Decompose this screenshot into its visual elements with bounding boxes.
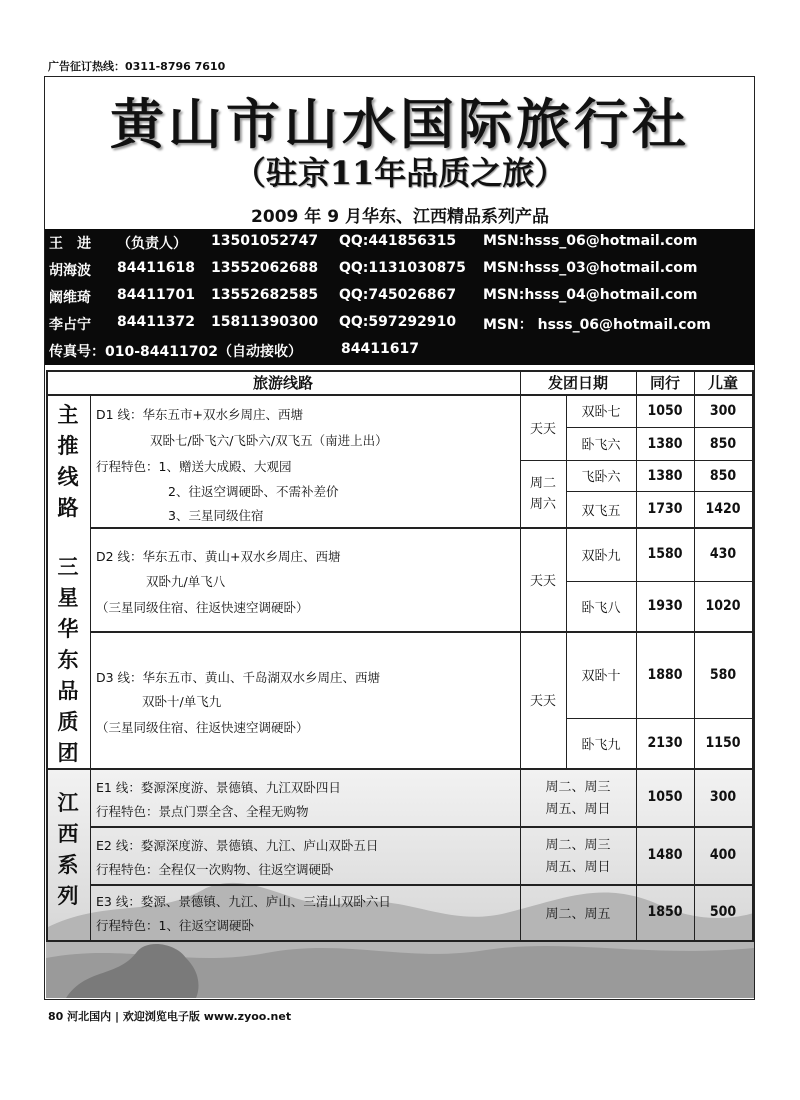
- fax-row: [45, 337, 755, 364]
- route-e2-line: 行程特色：全程仅一次购物、往返空调硬卧: [96, 862, 334, 877]
- fare-peer: 1850: [647, 904, 683, 920]
- contact-phone: 84411701: [117, 287, 195, 303]
- fare-peer: 1480: [647, 847, 683, 863]
- fare-peer: 1050: [647, 402, 683, 419]
- route-e1-line: E1 线：婺源深度游、景德镇、九江双卧四日: [96, 780, 341, 795]
- route-d2-line: 双卧九/单飞八: [146, 574, 226, 589]
- route-d1-line: D1 线：华东五市+双水乡周庄、西塘: [96, 407, 304, 422]
- contact-msn: MSN:hsss_03@hotmail.com: [483, 260, 698, 276]
- fare-child: 500: [709, 904, 737, 920]
- route-d1-date: 天天: [529, 421, 556, 437]
- header-dates: 发团日期: [547, 373, 608, 392]
- group-label-jiangxi: 江 西 系 列: [57, 791, 79, 908]
- fare-child: 400: [709, 847, 737, 863]
- fare-type: 卧飞八: [581, 600, 621, 616]
- route-e3-line: E3 线：婺源、景德镇、九江、庐山、三清山双卧六日: [96, 894, 391, 909]
- website-link[interactable]: 欢迎浏览电子版 www.zyoo.net: [122, 1010, 292, 1023]
- contact-phone: 84411618: [117, 260, 195, 276]
- route-e3-date: 周二、周五: [545, 906, 611, 922]
- fare-type: 卧飞六: [581, 438, 621, 453]
- contact-msn: MSN:hsss_04@hotmail.com: [483, 287, 698, 303]
- contact-qq: QQ:441856315: [339, 233, 457, 249]
- group-label-sanxing: 三 星 华 东 品 质 团: [57, 555, 79, 765]
- route-d1-line: 双卧七/卧飞六/飞卧六/双飞五（南进上出）: [150, 433, 388, 448]
- contact-row: [45, 310, 755, 337]
- fare-type: 双卧九: [581, 548, 621, 564]
- fare-child: 850: [709, 467, 737, 484]
- fare-type: 双卧十: [581, 669, 621, 684]
- route-d2-line: D2 线：华东五市、黄山+双水乡周庄、西塘: [96, 549, 341, 564]
- fare-peer: 1580: [647, 546, 683, 562]
- route-e1-date: 周二、周三: [545, 779, 611, 795]
- contact-qq: QQ:1131030875: [339, 260, 466, 276]
- publication-name: 河北国内: [67, 1010, 112, 1023]
- fare-type: 卧飞九: [581, 737, 621, 753]
- route-d3-date: 天天: [529, 694, 556, 709]
- contact-mobile: 13552062688: [211, 260, 319, 276]
- fare-child: 430: [709, 546, 737, 562]
- group-label-main: 主 推 线 路: [57, 403, 79, 520]
- fare-child: 1020: [705, 598, 741, 614]
- contact-mobile: 13501052747: [211, 233, 319, 249]
- route-d3-line: （三星同级住宿、往返快速空调硬卧）: [96, 720, 309, 735]
- fare-peer: 1380: [647, 467, 683, 484]
- route-e2-date: 周二、周三: [545, 837, 611, 853]
- contact-role: （负责人）: [117, 236, 187, 252]
- contact-mobile: 13552682585: [211, 287, 319, 303]
- page-footer: [48, 1008, 291, 1024]
- route-e2-line: E2 线：婺源深度游、景德镇、九江、庐山双卧五日: [96, 838, 379, 853]
- fare-child: 1420: [705, 501, 741, 517]
- fare-peer: 1050: [647, 789, 683, 805]
- product-heading: 2009 年 9 月华东、江西精品系列产品: [251, 207, 549, 227]
- route-d2-date: 天天: [529, 573, 556, 589]
- fare-child: 1150: [705, 735, 741, 751]
- contact-msn: MSN： hsss_06@hotmail.com: [483, 317, 711, 333]
- fare-child: 850: [709, 435, 737, 452]
- footer-separator: |: [115, 1010, 120, 1023]
- contact-name: 李占宁: [49, 317, 91, 333]
- fare-child: 300: [709, 402, 737, 419]
- contact-name: 胡海波: [49, 263, 91, 279]
- contact-row: [45, 283, 755, 310]
- header-peer: 同行: [649, 373, 680, 392]
- route-d1-date: 周二 周六: [529, 475, 556, 512]
- fare-type: 双卧七: [581, 405, 621, 420]
- route-d1-line: 3、三星同级住宿: [168, 508, 264, 523]
- route-d3-line: D3 线：华东五市、黄山、千岛湖双水乡周庄、西塘: [96, 670, 381, 685]
- fare-type: 飞卧六: [581, 470, 621, 485]
- contact-phone: 84411372: [117, 314, 195, 330]
- fare-child: 580: [709, 666, 737, 683]
- route-table: [46, 370, 754, 942]
- contact-row: [45, 256, 755, 283]
- route-d1-line: 行程特色：1、赠送大成殿、大观园: [96, 459, 292, 474]
- contact-name: 阚维琦: [49, 290, 91, 306]
- route-e1-date: 周五、周日: [545, 801, 611, 817]
- contacts-block: [45, 229, 755, 365]
- header-route: 旅游线路: [252, 373, 313, 392]
- fax-number: 84411617: [341, 341, 419, 357]
- header-child: 儿童: [707, 373, 738, 392]
- fare-peer: 1930: [647, 598, 683, 614]
- contact-qq: QQ:597292910: [339, 314, 457, 330]
- route-d1-line: 2、往返空调硬卧、不需补差价: [168, 484, 339, 499]
- route-d2-line: （三星同级住宿、往返快速空调硬卧）: [96, 600, 309, 615]
- contact-msn: MSN:hsss_06@hotmail.com: [483, 233, 698, 249]
- contact-qq: QQ:745026867: [339, 287, 457, 303]
- route-e3-line: 行程特色：1、往返空调硬卧: [96, 918, 254, 933]
- agency-subtitle: （驻京11年品质之旅）: [233, 154, 567, 192]
- contact-row: [45, 229, 755, 256]
- contact-mobile: 15811390300: [211, 314, 319, 330]
- fax-label: 传真号：010-84411702（自动接收）: [49, 344, 302, 360]
- route-d3-line: 双卧十/单飞九: [142, 694, 222, 709]
- agency-title: 黄山市山水国际旅行社: [110, 92, 690, 156]
- fare-peer: 2130: [647, 735, 683, 751]
- fare-type: 双飞五: [581, 503, 621, 519]
- page-number: 80: [48, 1010, 64, 1023]
- contact-name: 王 进: [49, 236, 91, 252]
- route-e2-date: 周五、周日: [545, 859, 611, 875]
- fare-peer: 1730: [647, 501, 683, 517]
- route-e1-line: 行程特色：景点门票全含、全程无购物: [96, 804, 309, 819]
- fare-peer: 1380: [647, 435, 683, 452]
- ad-hotline: 广告征订热线：0311-8796 7610: [48, 60, 226, 73]
- fare-child: 300: [709, 789, 737, 805]
- fare-peer: 1880: [647, 666, 683, 683]
